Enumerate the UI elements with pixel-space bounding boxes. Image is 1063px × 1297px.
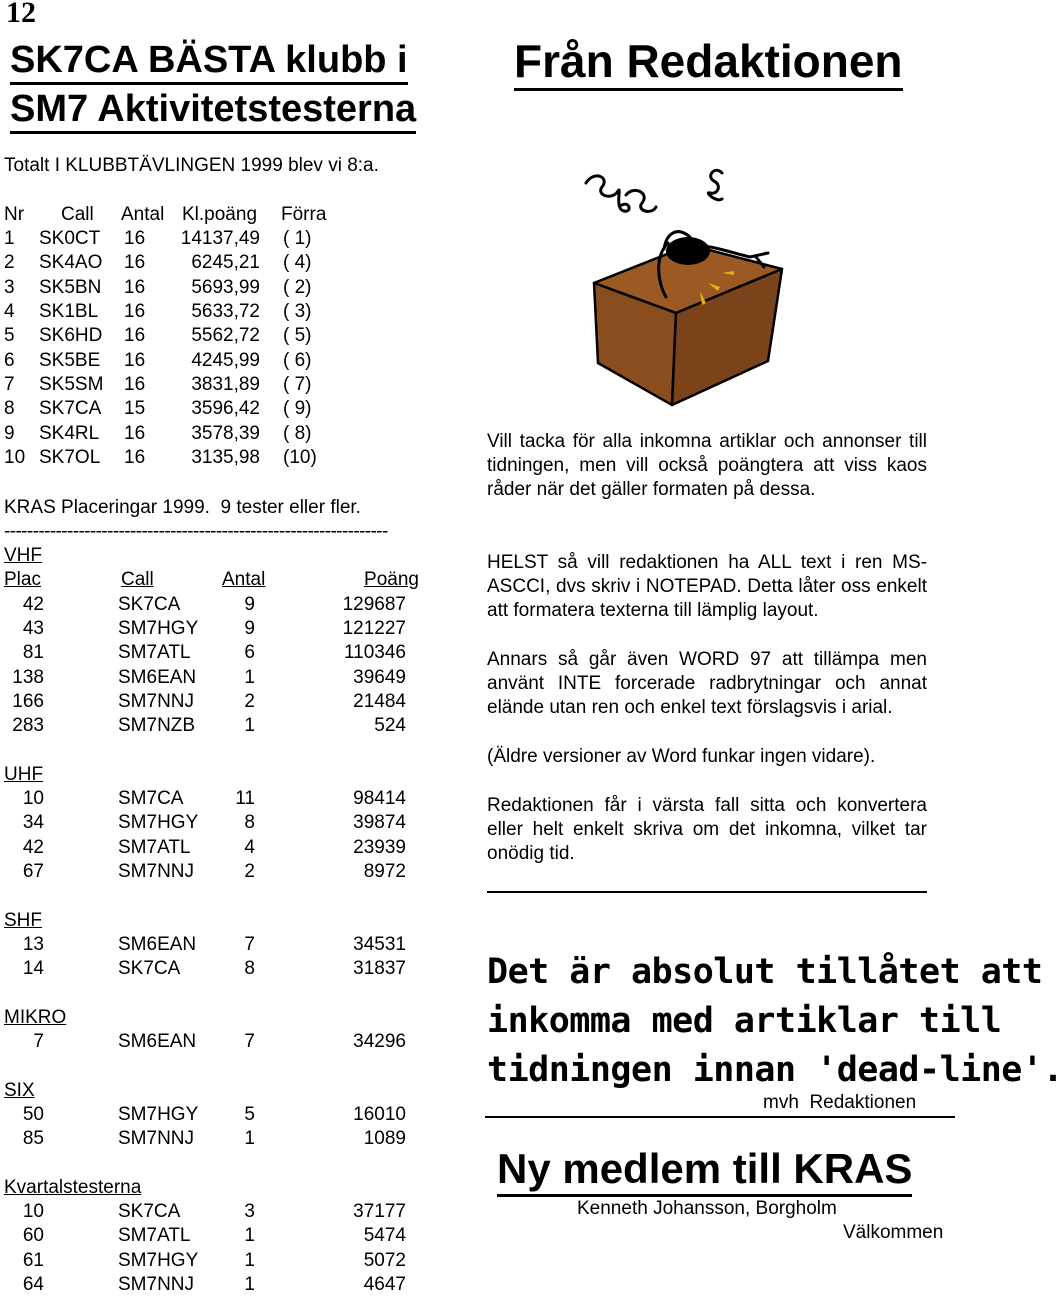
club-table-cell: 16 <box>124 349 146 371</box>
kras-table-cell: 31837 <box>353 958 406 980</box>
kras-table-cell: 34 <box>22 812 44 834</box>
kras-table-cell: SM7HGY <box>118 1103 199 1125</box>
club-table-cell: 4 <box>4 300 15 322</box>
club-table-cell: 3596,42 <box>191 398 260 420</box>
signoff: mvh Redaktionen <box>763 1092 917 1113</box>
kras-table-cell: 9 <box>244 593 255 615</box>
kras-table-cell: 138 <box>12 666 44 688</box>
kras-table-cell: 10 <box>22 1201 44 1223</box>
kras-header-cell: Plac <box>4 569 41 591</box>
right-title: Från Redaktionen <box>514 34 903 91</box>
paragraph-thanks: Vill tacka för alla inkomna artiklar och annonser till tidningen, men vill också poängtera att viss kaos råder när det gäller formaten på dessa. <box>487 431 927 501</box>
club-header-cell: Nr <box>4 204 25 225</box>
kras-table-cell: 1 <box>244 1249 255 1271</box>
club-table-cell: 7 <box>4 373 15 395</box>
kras-table-cell: SM6EAN <box>118 1031 197 1052</box>
kras-table-cell: SM7HGY <box>118 617 199 639</box>
deadline-line-1: Det är absolut tillåtet att <box>487 952 1043 992</box>
kras-table-cell: 37177 <box>353 1201 406 1223</box>
club-header-cell: Antal <box>121 204 165 225</box>
club-table-cell: 3578,39 <box>191 422 260 444</box>
kras-section-title: UHF <box>4 763 44 785</box>
kras-table-cell: SM7HGY <box>118 812 199 834</box>
club-table-cell: SK7OL <box>39 446 101 468</box>
club-table-cell: 16 <box>124 446 146 468</box>
club-table-cell: 6245,21 <box>191 252 260 274</box>
kras-table-cell: 524 <box>374 715 406 737</box>
kras-table-cell: 129687 <box>342 593 406 615</box>
kras-table-cell: SK7CA <box>118 593 181 615</box>
club-table-cell: SK1BL <box>39 300 99 322</box>
club-table-cell: 10 <box>4 446 26 468</box>
kras-table-cell: 7 <box>33 1031 44 1052</box>
kras-table-cell: 42 <box>22 836 44 858</box>
club-table-cell: 1 <box>4 228 15 249</box>
paragraph-old-word: (Äldre versioner av Word funkar ingen vidare). <box>487 746 876 767</box>
kras-table-cell: SK7CA <box>118 1201 181 1223</box>
club-table-cell: 16 <box>124 276 146 298</box>
club-header-cell: Call <box>61 204 94 225</box>
kras-table-cell: 5474 <box>363 1225 406 1247</box>
club-table-cell: SK5BN <box>39 276 102 298</box>
kras-table-cell: 9 <box>244 617 255 639</box>
head-on-desk <box>666 237 710 265</box>
club-table-cell: ( 5) <box>283 325 312 347</box>
club-table-cell: 15 <box>124 398 146 420</box>
club-table-cell: ( 2) <box>283 276 312 298</box>
kras-table-cell: SM7NNJ <box>118 1128 195 1150</box>
new-member-title: Ny medlem till KRAS <box>497 1144 912 1197</box>
kras-table-cell: SM7NNJ <box>118 1274 195 1295</box>
kras-table-cell: SM6EAN <box>118 933 197 955</box>
kras-table-cell: 50 <box>22 1103 44 1125</box>
paragraph-word: Annars så går även WORD 97 att tillämpa men använt INTE forcerade radbrytningar och annat elände utan ren och enkel text förslagsvis i arial. <box>487 649 927 719</box>
welcome-text: Välkommen <box>843 1222 944 1243</box>
club-table-cell: 3135,98 <box>191 446 260 468</box>
curl-squiggle-right <box>708 170 722 200</box>
kras-section-title: SHF <box>4 909 42 931</box>
deadline-notice <box>487 948 1063 1095</box>
kras-table-cell: SM7NNJ <box>118 860 195 882</box>
kras-table-cell: 39874 <box>353 812 406 834</box>
kras-table-cell: SM7NNJ <box>118 690 195 712</box>
club-table-cell: SK6HD <box>39 325 103 347</box>
club-table-cell: ( 3) <box>283 300 312 322</box>
kras-section-title: VHF <box>4 545 42 566</box>
kras-table-cell: SM6EAN <box>118 666 197 688</box>
kras-table-cell: SK7CA <box>118 958 181 980</box>
club-table-cell: ( 8) <box>283 422 312 444</box>
kras-table-cell: SM7CA <box>118 788 184 809</box>
kras-table-cell: SM7HGY <box>118 1249 199 1271</box>
kras-table-cell: 16010 <box>353 1103 406 1125</box>
kras-table-cell: 34531 <box>353 933 406 955</box>
kras-table-cell: 98414 <box>353 788 406 809</box>
club-table-cell: SK0CT <box>39 228 101 249</box>
club-table-cell: 8 <box>4 398 15 420</box>
club-table-cell: ( 4) <box>283 252 312 274</box>
divider-line-2 <box>485 1116 955 1118</box>
dash-divider: ------------------------------------------------------------------- <box>4 521 388 542</box>
kras-table-cell: 23939 <box>353 836 406 858</box>
kras-table-cell: 121227 <box>342 617 406 639</box>
kras-table-cell: 1 <box>244 1274 255 1295</box>
kras-header-cell: Antal <box>222 569 266 591</box>
club-table-cell: SK4RL <box>39 422 100 444</box>
club-table-cell: SK5SM <box>39 373 104 395</box>
kras-table-cell: 67 <box>22 860 44 882</box>
kras-table-cell: SM7ATL <box>118 642 191 664</box>
kras-table-cell: 5072 <box>363 1249 406 1271</box>
kras-table-cell: 34296 <box>353 1031 406 1052</box>
kras-table-cell: 4 <box>244 836 255 858</box>
kras-table-cell: 110346 <box>344 642 406 664</box>
page-number: 12 <box>6 0 36 29</box>
kras-table-cell: 1 <box>244 1128 255 1150</box>
kras-table-cell: SM7NZB <box>118 715 196 737</box>
paragraph-ascii: HELST så vill redaktionen ha ALL text i ren MS-ASCCI, dvs skriv i NOTEPAD. Detta låter oss enkelt att formatera texterna till lämplig layout. <box>487 552 927 622</box>
kras-table-cell: 166 <box>12 690 44 712</box>
kras-table-cell: 13 <box>22 933 44 955</box>
club-table-cell: 6 <box>4 349 15 371</box>
new-member-name: Kenneth Johansson, Borgholm <box>577 1198 837 1219</box>
club-table-cell: SK7CA <box>39 398 102 420</box>
club-table-cell: ( 9) <box>283 398 312 420</box>
intro-text: Totalt I KLUBBTÄVLINGEN 1999 blev vi 8:a. <box>4 155 379 176</box>
kras-section-title: Kvartalstesterna <box>4 1176 142 1198</box>
kras-table-cell: 81 <box>22 642 44 664</box>
kras-table-cell: 7 <box>244 933 255 955</box>
club-table-cell: 16 <box>124 228 146 249</box>
kras-table-cell: 10 <box>22 788 44 809</box>
curl-squiggle-left <box>586 176 629 211</box>
club-table-cell: 5693,99 <box>191 276 260 298</box>
kras-table-cell: 1 <box>244 666 255 688</box>
kras-header-cell: Call <box>121 569 154 591</box>
club-table-cell: 5 <box>4 325 15 347</box>
kras-table-cell: 6 <box>244 642 255 664</box>
kras-table-cell: 60 <box>22 1225 44 1247</box>
club-table-cell: 4245,99 <box>191 349 260 371</box>
club-table-cell: 16 <box>124 252 146 274</box>
kras-table-cell: 3 <box>244 1201 255 1223</box>
left-title <box>10 36 470 134</box>
left-title-line-2: SM7 Aktivitetstesterna <box>10 87 416 134</box>
club-table-cell: ( 1) <box>283 228 312 249</box>
kras-table-cell: SM7ATL <box>118 1225 191 1247</box>
kras-table-cell: 42 <box>22 593 44 615</box>
kras-table-cell: SM7ATL <box>118 836 191 858</box>
kras-section-title: MIKRO <box>4 1006 67 1028</box>
kras-table-cell: 14 <box>22 958 44 980</box>
club-table-cell: 14137,49 <box>180 228 260 249</box>
club-table-cell: SK5BE <box>39 349 101 371</box>
club-table-cell: 16 <box>124 300 146 322</box>
kras-table-cell: 8 <box>244 958 255 980</box>
kras-table-cell: 43 <box>22 617 44 639</box>
kras-table-cell: 1 <box>244 715 255 737</box>
club-table-cell: 9 <box>4 422 15 444</box>
club-header-cell: Kl.poäng <box>182 204 258 225</box>
kras-header-cell: Poäng <box>364 569 419 591</box>
paragraph-convert: Redaktionen får i värsta fall sitta och konvertera eller helt enkelt skriva om det inkomna, vilket tar onödig tid. <box>487 795 927 865</box>
club-table-cell: 2 <box>4 252 15 274</box>
club-table-cell: SK4AO <box>39 252 103 274</box>
kras-table-cell: 2 <box>244 860 255 882</box>
club-table-cell: 16 <box>124 422 146 444</box>
kras-table-cell: 39649 <box>353 666 406 688</box>
club-table-cell: 3 <box>4 276 15 298</box>
kras-table-cell: 7 <box>244 1031 255 1052</box>
kras-line: KRAS Placeringar 1999. 9 tester eller fler. <box>4 497 361 518</box>
club-table-cell: ( 6) <box>283 349 312 371</box>
club-table-cell: 16 <box>124 373 146 395</box>
kras-table-cell: 1 <box>244 1225 255 1247</box>
club-table-cell: 5633,72 <box>191 300 260 322</box>
club-table-cell: 5562,72 <box>191 325 260 347</box>
kras-table-cell: 4647 <box>363 1274 406 1295</box>
kras-table-cell: 21484 <box>353 690 406 712</box>
kras-table-cell: 85 <box>22 1128 44 1150</box>
clipart-desk-frustration <box>572 165 792 430</box>
club-table-cell: (10) <box>283 446 317 468</box>
club-table-cell: 16 <box>124 325 146 347</box>
left-title-line-1: SK7CA BÄSTA klubb i <box>10 38 408 85</box>
deadline-line-3: tidningen innan 'dead-line'. <box>487 1050 1063 1090</box>
deadline-line-2: inkomma med artiklar till <box>487 1001 1002 1041</box>
kras-table-cell: 1089 <box>363 1128 406 1150</box>
club-table-cell: 3831,89 <box>191 373 260 395</box>
club-header-cell: Förra <box>281 204 327 225</box>
club-table-cell: ( 7) <box>283 373 312 395</box>
kras-table-cell: 64 <box>22 1274 44 1295</box>
kras-table-cell: 11 <box>235 788 255 809</box>
kras-table-cell: 283 <box>12 715 44 737</box>
kras-table-cell: 2 <box>244 690 255 712</box>
kras-table-cell: 8 <box>244 812 255 834</box>
kras-table-cell: 5 <box>244 1103 255 1125</box>
kras-table-cell: 8972 <box>363 860 406 882</box>
kras-section-title: SIX <box>4 1079 35 1101</box>
divider-line-1 <box>487 891 927 893</box>
kras-table-cell: 61 <box>22 1249 44 1271</box>
